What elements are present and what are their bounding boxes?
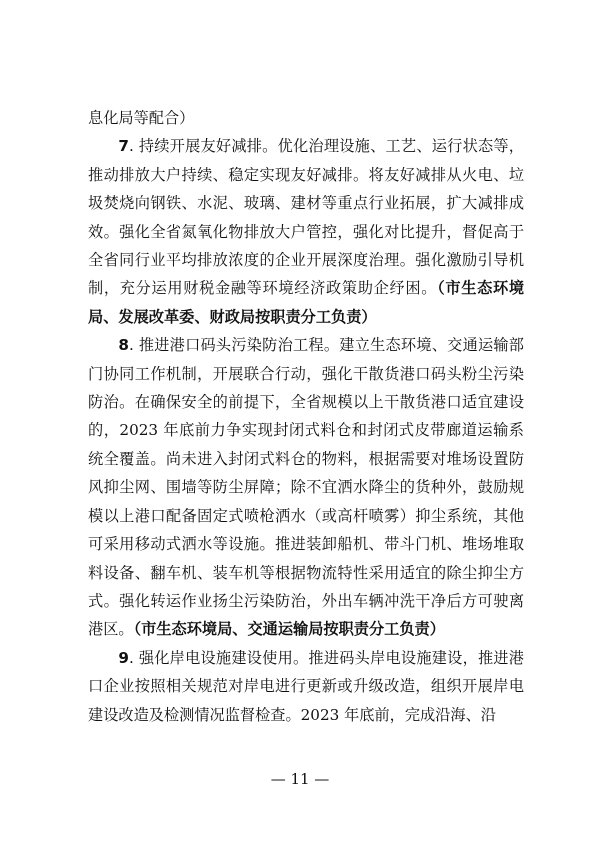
item-9-paragraph [88, 644, 524, 729]
item-7-body: . 持续开展友好减排。优化治理设施、工艺、运行状态等，推动排放大户持续、稳定实现友好减排。将友好减排从火电、垃圾焚烧向钢铁、水泥、玻璃、建材等重点行业拓展，扩大减排成效。强化全省氮氧化物排放大户管控，强化对比提升，督促高于全省同行业平均排放浓度的企业开展深度治理。强化激励引导机制，充分运用财税金融等环境经济政策助企纾困。 [88, 137, 524, 298]
continuation-paragraph [88, 104, 524, 132]
item-8-paragraph [88, 331, 524, 643]
item-9-number: 9 [118, 648, 129, 667]
item-8-body: . 推进港口码头污染防治工程。建立生态环境、交通运输部门协同工作机制，开展联合行动，强化干散货港口码头粉尘污染防治。在确保安全的前提下，全省规模以上干散货港口适宜建设的，2023 年底前力争实现封闭式料仓和封闭式皮带廊道运输系统全覆盖。尚未进入封闭式料仓的物料，根据需要对堆场设置防风抑尘网、围墙等防尘屏障；除不宜洒水降尘的货种外，鼓励规模以上港口配备固定式喷枪洒水（或高杆喷雾）抑尘系统，其他可采用移动式洒水等设施。推进装卸船机、带斗门机、堆场堆取料设备、翻车机、装车机等根据物流特性采用适宜的除尘抑尘方式。强化转运作业扬尘污染防治，外出车辆冲洗干净后方可驶离港区。 [88, 336, 524, 639]
item-8-responsible: （市生态环境局、交通运输局按职责分工负责） [133, 620, 445, 639]
document-body [88, 104, 524, 729]
item-8-number: 8 [118, 336, 129, 355]
item-7-paragraph [88, 132, 524, 331]
item-7-responsible: （市生态环境局、发展改革委、财政局按职责分工负责） [88, 279, 525, 326]
continuation-text: 息化局等配合） [88, 109, 195, 127]
item-7-number: 7 [118, 137, 129, 156]
item-9-body: . 强化岸电设施建设使用。推进码头岸电设施建设，推进港口企业按照相关规范对岸电进行更新或升级改造，组织开展岸电建设改造及检测情况监督检查。2023 年底前，完成沿海、沿 [88, 648, 524, 724]
page-number: — 11 — [270, 770, 330, 788]
